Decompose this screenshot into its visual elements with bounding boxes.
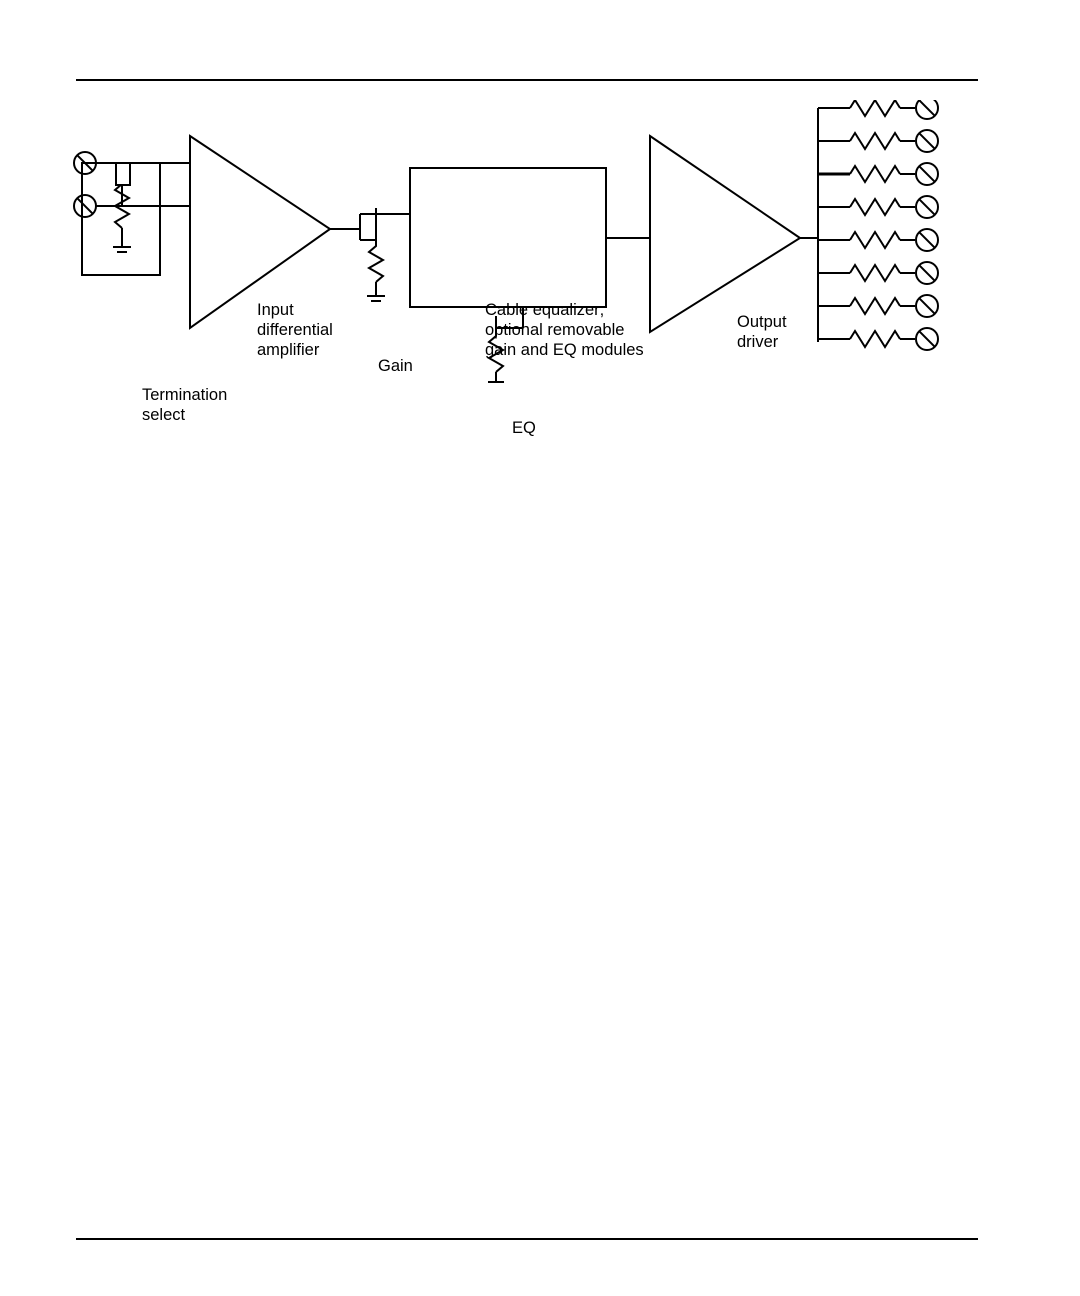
input-amplifier-label: Input differential amplifier (257, 301, 333, 359)
gain-potentiometer (367, 208, 385, 301)
block-diagram (60, 100, 980, 437)
output-channel-8 (818, 328, 938, 350)
eq-label: EQ (512, 419, 536, 437)
output-channel-6 (818, 262, 938, 284)
cable-equalizer-box (410, 168, 606, 307)
gain-label: Gain (378, 357, 413, 375)
output-channel-3 (818, 163, 938, 185)
output-channel-4 (818, 196, 938, 218)
output-channel-2 (818, 130, 938, 152)
output-driver-symbol (650, 136, 800, 332)
output-channel-7 (818, 295, 938, 317)
header-rule (76, 79, 978, 81)
output-driver-label: Output driver (737, 313, 787, 351)
output-channel-5 (818, 229, 938, 251)
termination-select-label: Termination select (142, 386, 228, 424)
cable-equalizer-label: Cable equalizer; optional removable gain and EQ modules (485, 301, 644, 359)
termination-tap (116, 163, 130, 185)
footer-rule (76, 1238, 978, 1240)
termination-resistor (113, 184, 131, 252)
output-channel-1 (818, 100, 938, 119)
